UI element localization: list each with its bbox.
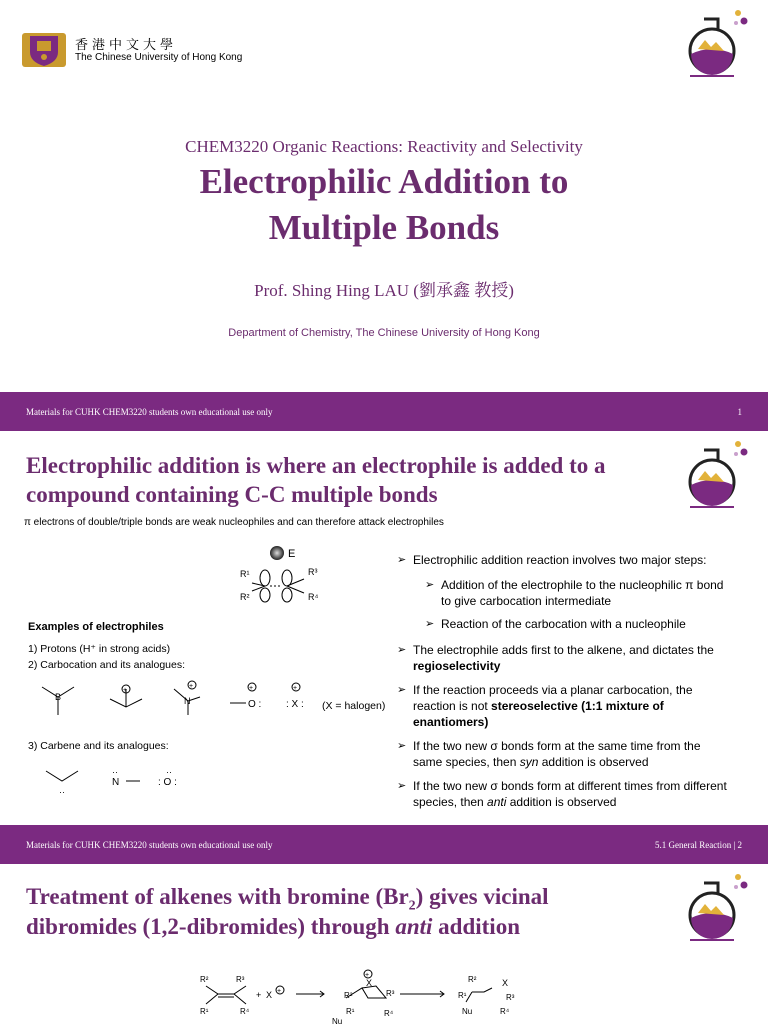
university-english-name: The Chinese University of Hong Kong bbox=[75, 52, 243, 63]
svg-text:R⁴: R⁴ bbox=[500, 1007, 510, 1016]
examples-heading: Examples of electrophiles bbox=[28, 621, 164, 633]
bromination-mechanism-scheme bbox=[196, 968, 536, 1024]
slide-1 bbox=[0, 0, 768, 392]
svg-text:B: B bbox=[55, 692, 62, 702]
footer-left: Materials for CUHK CHEM3220 students own educational use only bbox=[26, 407, 273, 417]
carbene-analogues-structures bbox=[40, 767, 200, 797]
arrow-bullet-icon: ➢ bbox=[397, 780, 407, 792]
slide2-title-line2: compound containing C-C multiple bonds bbox=[26, 482, 438, 507]
arrow-bullet-icon: ➢ bbox=[397, 554, 407, 566]
svg-text:R²: R² bbox=[468, 975, 477, 984]
example-carbene: 3) Carbene and its analogues: bbox=[28, 740, 169, 752]
svg-text:··: ·· bbox=[59, 787, 65, 797]
svg-text:X: X bbox=[266, 990, 273, 1000]
svg-text:R¹: R¹ bbox=[458, 991, 467, 1000]
svg-text:+: + bbox=[365, 972, 370, 979]
svg-text:R²: R² bbox=[240, 592, 250, 602]
svg-text:R³: R³ bbox=[308, 567, 318, 577]
example-protons: 1) Protons (H⁺ in strong acids) bbox=[28, 643, 171, 655]
footer-left: Materials for CUHK CHEM3220 students own educational use only bbox=[26, 840, 273, 850]
svg-text:··: ·· bbox=[166, 767, 172, 777]
svg-text:R³: R³ bbox=[236, 975, 245, 984]
svg-text:+: + bbox=[277, 988, 282, 995]
svg-text:+: + bbox=[249, 685, 254, 692]
arrow-bullet-icon: ➢ bbox=[397, 644, 407, 656]
arrow-bullet-icon: ➢ bbox=[397, 740, 407, 752]
slide-2 bbox=[0, 431, 768, 825]
page-number: 5.1 General Reaction | 2 bbox=[654, 840, 742, 850]
bullet-regioselectivity: ➢ The electrophile adds first to the alkene, and dictates the regioselectivity bbox=[397, 643, 714, 673]
footer-bar-1 bbox=[0, 392, 768, 431]
svg-text:Nu: Nu bbox=[332, 1017, 343, 1024]
carbocation-analogues-structures bbox=[34, 679, 354, 721]
main-title-line1: Electrophilic Addition to bbox=[199, 162, 569, 201]
svg-text:R²: R² bbox=[344, 991, 353, 1000]
pi-bond-diagram bbox=[232, 543, 332, 605]
svg-text:+: + bbox=[256, 990, 262, 1000]
svg-text:+: + bbox=[189, 683, 194, 690]
flask-logo-icon bbox=[686, 873, 750, 945]
svg-text:R¹: R¹ bbox=[240, 569, 250, 579]
svg-text:R¹: R¹ bbox=[200, 1007, 209, 1016]
svg-text:R³: R³ bbox=[506, 993, 515, 1002]
bullet-two-steps: ➢ Electrophilic addition reaction involves two major steps: bbox=[397, 553, 707, 567]
department: Department of Chemistry, The Chinese University of Hong Kong bbox=[228, 327, 540, 339]
bullet-syn-addition: ➢ If the two new σ bonds form at the same time from the same species, then syn addition is observed bbox=[397, 739, 701, 769]
course-title: CHEM3220 Organic Reactions: Reactivity and Selectivity bbox=[185, 137, 583, 156]
svg-text:R¹: R¹ bbox=[346, 1007, 355, 1016]
svg-text:E: E bbox=[288, 548, 296, 560]
svg-text:Nu: Nu bbox=[462, 1007, 473, 1016]
slide3-title-line2: dibromides (1,2-dibromides) through anti addition bbox=[26, 914, 520, 939]
cuhk-crest-icon bbox=[21, 31, 67, 69]
bullet-planar-carbocation: ➢ If the reaction proceeds via a planar carbocation, the reaction is not stereoselective (1:1 mixture of enantiomers) bbox=[397, 683, 693, 729]
halogen-note: (X = halogen) bbox=[322, 700, 386, 712]
slide-3 bbox=[0, 864, 768, 1024]
flask-logo-icon bbox=[686, 440, 750, 512]
main-title-line2: Multiple Bonds bbox=[268, 208, 500, 247]
arrow-bullet-icon: ➢ bbox=[397, 684, 407, 696]
slide2-title-line1: Electrophilic addition is where an electrophile is added to a bbox=[26, 453, 606, 478]
bullet-anti-addition: ➢ If the two new σ bonds form at different times from different species, then anti addition is observed bbox=[397, 779, 727, 809]
svg-text:R²: R² bbox=[200, 975, 209, 984]
page-number: 1 bbox=[737, 407, 742, 417]
bullet-step-addition: ➢ Addition of the electrophile to the nucleophilic π bond to give carbocation intermediate bbox=[425, 578, 724, 608]
svg-text:+: + bbox=[293, 685, 298, 692]
svg-text:R⁴: R⁴ bbox=[240, 1007, 250, 1016]
svg-text:R⁴: R⁴ bbox=[384, 1009, 394, 1018]
bullet-step-nucleophile: ➢ Reaction of the carbocation with a nucleophile bbox=[425, 617, 686, 631]
svg-text:O :: O : bbox=[248, 699, 262, 710]
example-carbocation: 2) Carbocation and its analogues: bbox=[28, 659, 186, 671]
author: Prof. Shing Hing LAU (劉承鑫 教授) bbox=[254, 281, 514, 300]
svg-text:N: N bbox=[184, 696, 191, 706]
svg-text:N: N bbox=[112, 777, 120, 788]
slide2-subtitle: π electrons of double/triple bonds are weak nucleophiles and can therefore attack electrophiles bbox=[24, 517, 444, 528]
svg-text:X: X bbox=[366, 978, 373, 988]
svg-text:R⁴: R⁴ bbox=[308, 592, 319, 602]
svg-text:··: ·· bbox=[112, 767, 118, 777]
svg-text:R³: R³ bbox=[386, 989, 395, 998]
footer-bar-2 bbox=[0, 825, 768, 864]
svg-text:: O :: : O : bbox=[158, 777, 177, 788]
svg-text:X: X bbox=[502, 978, 509, 988]
flask-logo-icon bbox=[686, 9, 750, 81]
university-chinese-name: 香港中文大學 bbox=[75, 38, 178, 53]
svg-text:: X :: : X : bbox=[286, 699, 304, 710]
arrow-bullet-icon: ➢ bbox=[425, 618, 435, 630]
arrow-bullet-icon: ➢ bbox=[425, 579, 435, 591]
slide3-title-line1: Treatment of alkenes with bromine $(Br_2)$ gives vicinal bbox=[26, 884, 549, 914]
svg-text:+: + bbox=[123, 687, 128, 694]
